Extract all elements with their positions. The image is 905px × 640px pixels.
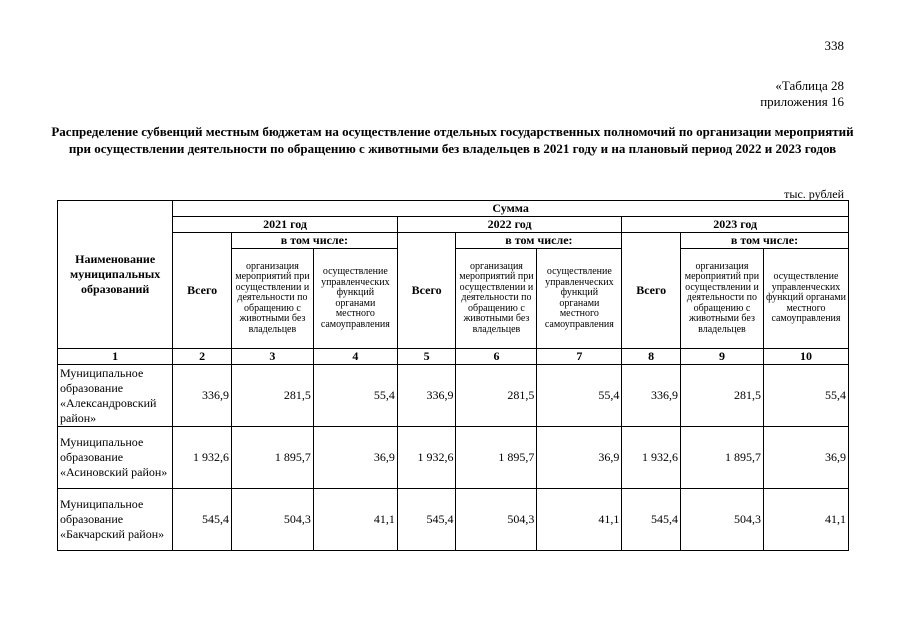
- value-cell: 504,3: [681, 489, 764, 551]
- value-cell: 545,4: [397, 489, 456, 551]
- column-number: 3: [231, 349, 313, 365]
- value-cell: 504,3: [231, 489, 313, 551]
- value-cell: 41,1: [313, 489, 397, 551]
- value-cell: 41,1: [763, 489, 848, 551]
- column-number: 9: [681, 349, 764, 365]
- value-cell: 36,9: [313, 427, 397, 489]
- value-cell: 1 932,6: [397, 427, 456, 489]
- header-management-2021: осуществление управленческих функций органами местного самоуправления: [313, 249, 397, 349]
- value-cell: 36,9: [537, 427, 622, 489]
- header-including-2022: в том числе:: [456, 233, 622, 249]
- header-year-2021: 2021 год: [173, 217, 398, 233]
- municipality-name: Муниципальное образование «Александровский район»: [58, 365, 173, 427]
- value-cell: 55,4: [763, 365, 848, 427]
- column-number: 2: [173, 349, 232, 365]
- header-sum: Сумма: [173, 201, 849, 217]
- value-cell: 36,9: [763, 427, 848, 489]
- table-row: [58, 427, 849, 489]
- column-number: 7: [537, 349, 622, 365]
- value-cell: 281,5: [681, 365, 764, 427]
- value-cell: 545,4: [173, 489, 232, 551]
- value-cell: 336,9: [173, 365, 232, 427]
- table-row: [58, 365, 849, 427]
- header-year-2023: 2023 год: [622, 217, 849, 233]
- header-management-2023: осуществление управленческих функций органами местного самоуправления: [763, 249, 848, 349]
- column-number: 10: [763, 349, 848, 365]
- municipality-name: Муниципальное образование «Асиновский район»: [58, 427, 173, 489]
- value-cell: 55,4: [537, 365, 622, 427]
- header-including-2023: в том числе:: [681, 233, 849, 249]
- table-reference-line-2: приложения 16: [760, 94, 844, 109]
- value-cell: 336,9: [622, 365, 681, 427]
- value-cell: 1 895,7: [681, 427, 764, 489]
- header-activities-2023: организация мероприятий при осуществлении и деятельности по обращению с животными без владельцев: [681, 249, 764, 349]
- column-number-row: [58, 349, 849, 365]
- header-total-2022: Всего: [397, 233, 456, 349]
- document-title: Распределение субвенций местным бюджетам на осуществление отдельных государственных полномочий по организации мероприятий при осуществлении деятельности по обращению с животными без владельцев в 2021 году и на плановый период 2022 и 2023 годов: [51, 124, 854, 156]
- header-total-2021: Всего: [173, 233, 232, 349]
- table-row: [58, 489, 849, 551]
- column-number: 1: [58, 349, 173, 365]
- column-number: 8: [622, 349, 681, 365]
- header-management-2022: осуществление управленческих функций органами местного самоуправления: [537, 249, 622, 349]
- value-cell: 1 932,6: [173, 427, 232, 489]
- value-cell: 41,1: [537, 489, 622, 551]
- value-cell: 55,4: [313, 365, 397, 427]
- value-cell: 545,4: [622, 489, 681, 551]
- value-cell: 1 895,7: [456, 427, 537, 489]
- value-cell: 504,3: [456, 489, 537, 551]
- page-number: 338: [824, 38, 844, 53]
- value-cell: 1 932,6: [622, 427, 681, 489]
- units-label: тыс. рублей: [784, 187, 844, 201]
- table-reference-line-1: «Таблица 28: [775, 78, 844, 93]
- column-number: 4: [313, 349, 397, 365]
- column-number: 6: [456, 349, 537, 365]
- column-number: 5: [397, 349, 456, 365]
- value-cell: 336,9: [397, 365, 456, 427]
- header-year-2022: 2022 год: [397, 217, 622, 233]
- subsidy-table: [57, 200, 849, 551]
- value-cell: 281,5: [456, 365, 537, 427]
- table-reference: [760, 78, 844, 110]
- header-activities-2022: организация мероприятий при осуществлении и деятельности по обращению с животными без владельцев: [456, 249, 537, 349]
- header-including-2021: в том числе:: [231, 233, 397, 249]
- header-municipality: Наименование муниципальных образований: [58, 201, 173, 349]
- header-activities-2021: организация мероприятий при осуществлении и деятельности по обращению с животными без владельцев: [231, 249, 313, 349]
- value-cell: 281,5: [231, 365, 313, 427]
- value-cell: 1 895,7: [231, 427, 313, 489]
- municipality-name: Муниципальное образование «Бакчарский район»: [58, 489, 173, 551]
- header-total-2023: Всего: [622, 233, 681, 349]
